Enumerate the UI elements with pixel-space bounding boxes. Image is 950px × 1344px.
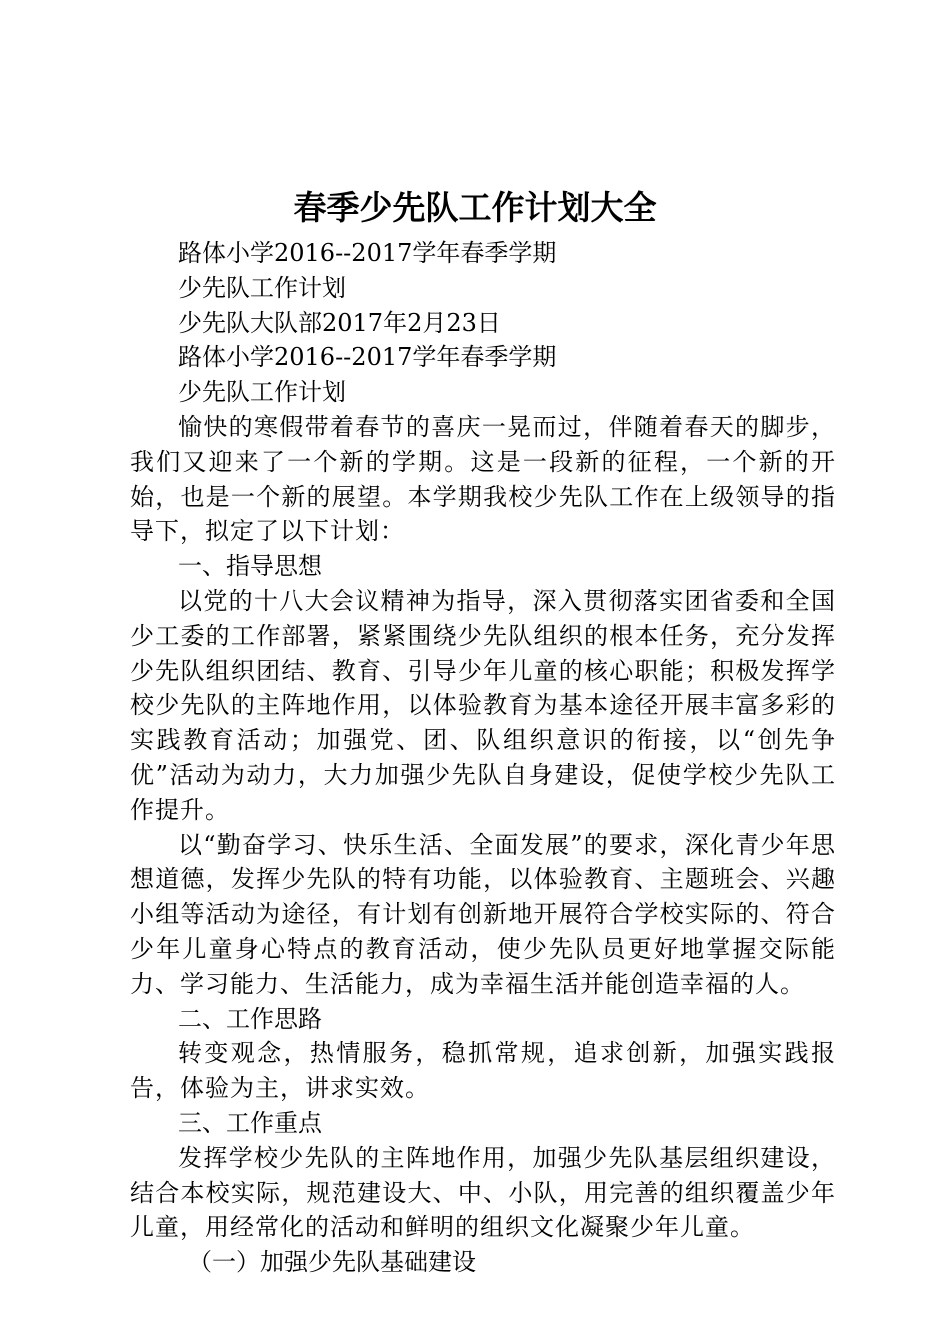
paragraph-work-approach: 转变观念，热情服务，稳抓常规，追求创新，加强实践报告，体验为主，讲求实效。 (130, 1039, 836, 1103)
section-heading-work-approach: 二、工作思路 (178, 1004, 322, 1033)
paragraph-school-term-repeat: 路体小学2016--2017学年春季学期 (178, 343, 557, 372)
paragraph-plan-name-repeat: 少先队工作计划 (178, 378, 346, 407)
paragraph-guiding-thought-1: 以党的十八大会议精神为指导，深入贯彻落实团省委和全国少工委的工作部署，紧紧围绕少先队组织的根本任务，充分发挥少先队组织团结、教育、引导少年儿童的核心职能；积极发挥学校少先队的主阵地作用，以体验教育为基本途径开展丰富多彩的实践教育活动；加强党、团、队组织意识的衔接，以“创先争优”活动为动力，大力加强少先队自身建设，促使学校少先队工作提升。 (130, 586, 836, 824)
paragraph-school-term: 路体小学2016--2017学年春季学期 (178, 239, 557, 267)
paragraph-plan-name: 少先队工作计划 (178, 273, 346, 302)
paragraph-work-focus: 发挥学校少先队的主阵地作用，加强少先队基层组织建设，结合本校实际，规范建设大、中、小队，用完善的组织覆盖少年儿童，用经常化的活动和鲜明的组织文化凝聚少年儿童。 (130, 1143, 836, 1242)
subsection-heading-foundation: （一）加强少先队基础建设 (188, 1248, 476, 1277)
paragraph-issuer-date: 少先队大队部2017年2月23日 (178, 308, 501, 337)
section-heading-work-focus: 三、工作重点 (178, 1108, 322, 1137)
section-heading-guiding-thought: 一、指导思想 (178, 552, 322, 581)
document-body (130, 236, 836, 1280)
paragraph-guiding-thought-2: 以“勤奋学习、快乐生活、全面发展”的要求，深化青少年思想道德，发挥少先队的特有功能，以体验教育、主题班会、兴趣小组等活动为途径，有计划有创新地开展符合学校实际的、符合少年儿童身心特点的教育活动，使少先队员更好地掌握交际能力、学习能力、生活能力，成为幸福生活并能创造幸福的人。 (130, 830, 836, 998)
document-title: 春季少先队工作计划大全 (293, 188, 657, 227)
paragraph-intro: 愉快的寒假带着春节的喜庆一晃而过，伴随着春天的脚步，我们又迎来了一个新的学期。这是一段新的征程，一个新的开始，也是一个新的展望。本学期我校少先队工作在上级领导的指导下，拟定了以下计划： (130, 412, 836, 546)
